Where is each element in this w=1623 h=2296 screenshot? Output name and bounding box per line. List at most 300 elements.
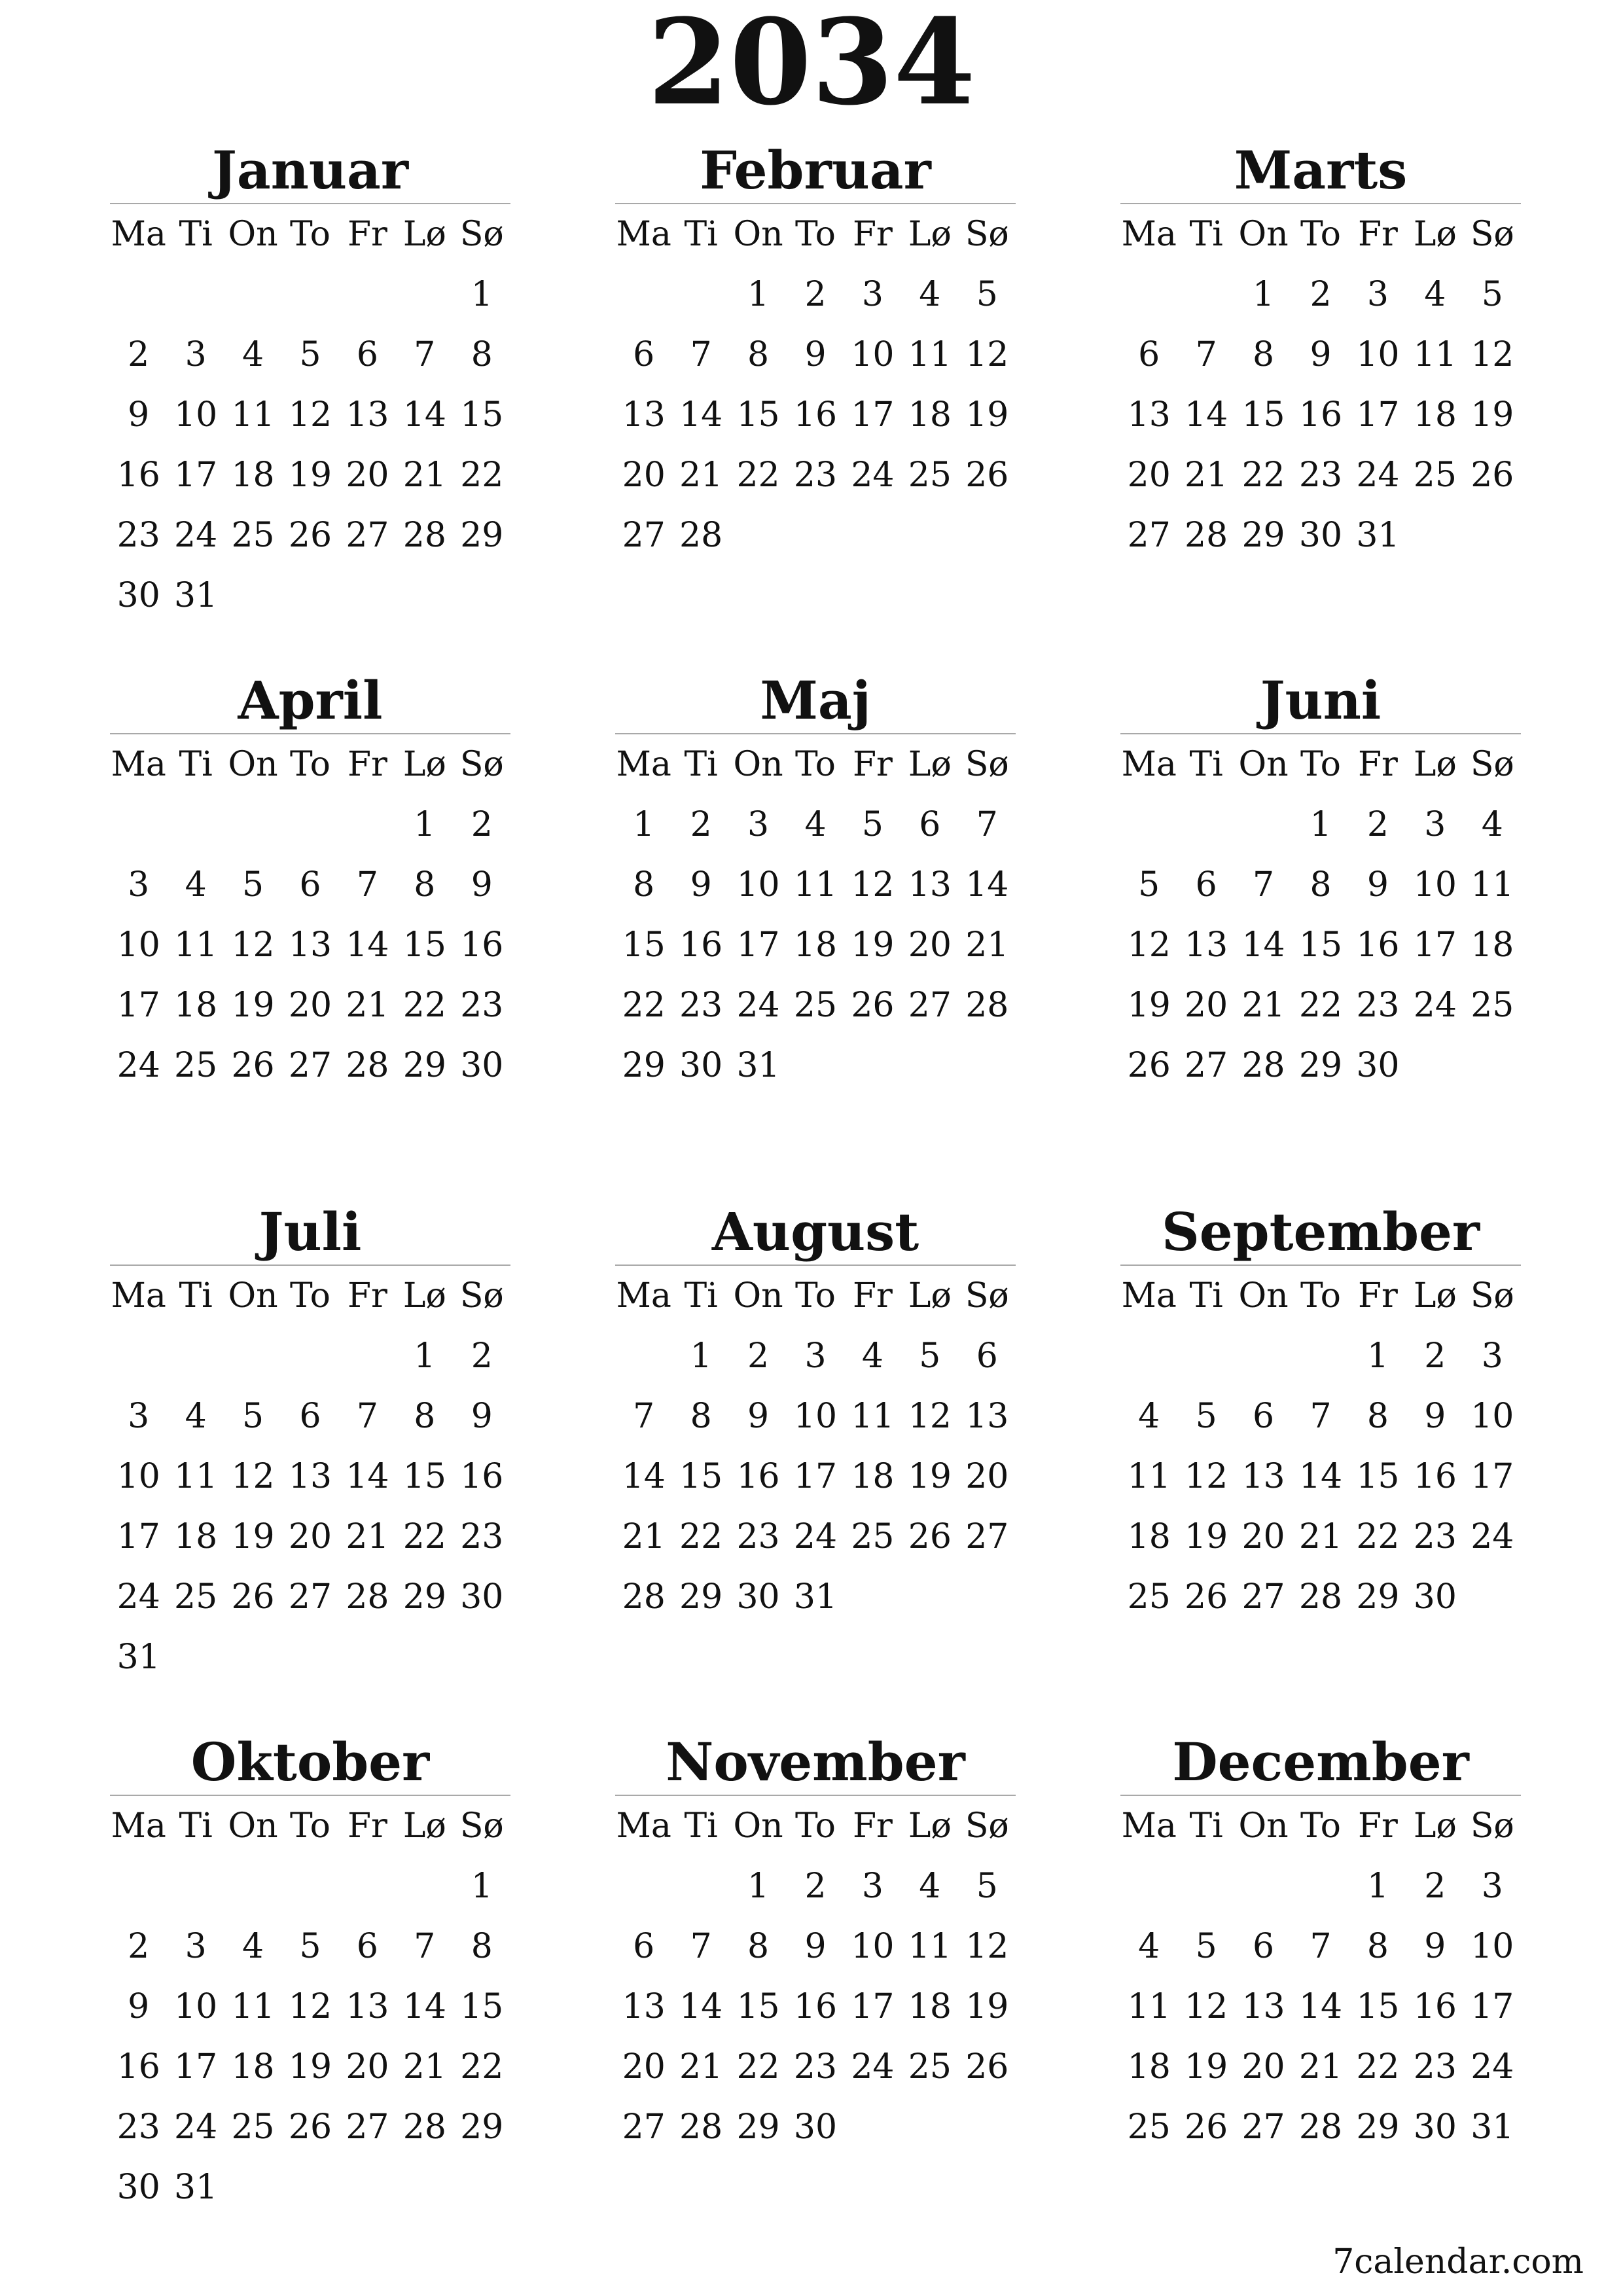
day-cell: 16 xyxy=(736,1457,780,1496)
day-cell: 4 xyxy=(242,335,264,374)
day-cell: 30 xyxy=(460,1046,504,1085)
empty-cell xyxy=(110,1326,167,1386)
day-cell: 9 xyxy=(804,335,827,374)
day-cell: 14 xyxy=(346,925,389,965)
weekday-header: Fr xyxy=(347,745,387,784)
day-cell: 22 xyxy=(402,1517,446,1556)
day-cell: 18 xyxy=(174,1517,218,1556)
day-cell: 9 xyxy=(471,865,493,905)
day-cell: 31 xyxy=(1471,2108,1514,2147)
month-july xyxy=(110,1199,510,1687)
day-cell: 26 xyxy=(1471,456,1514,495)
day-cell: 27 xyxy=(1185,1046,1228,1085)
day-cell: 27 xyxy=(622,516,666,555)
day-cell: 4 xyxy=(1424,275,1446,314)
weekday-header: On xyxy=(1238,745,1289,784)
calendar-grid xyxy=(110,1796,510,2217)
page-title: 2034 xyxy=(647,0,976,132)
day-cell: 23 xyxy=(460,986,504,1025)
day-cell: 25 xyxy=(793,986,838,1025)
empty-cell xyxy=(281,795,338,855)
day-cell: 6 xyxy=(356,1927,378,1966)
day-cell: 27 xyxy=(288,1577,332,1617)
day-cell: 27 xyxy=(622,2108,666,2147)
day-cell: 29 xyxy=(1241,516,1285,555)
day-cell: 13 xyxy=(1127,395,1171,435)
day-cell: 13 xyxy=(346,395,389,435)
weekday-header: Fr xyxy=(1357,1276,1398,1316)
day-cell: 7 xyxy=(633,1397,655,1436)
day-cell: 6 xyxy=(299,1397,321,1436)
weekday-header: Lø xyxy=(402,1276,446,1316)
empty-cell xyxy=(224,795,281,855)
day-cell: 6 xyxy=(1195,865,1217,905)
day-cell: 13 xyxy=(1241,1457,1285,1496)
weekday-header: On xyxy=(228,1276,278,1316)
day-cell: 22 xyxy=(736,456,780,495)
day-cell: 14 xyxy=(1185,395,1228,435)
day-cell: 11 xyxy=(174,1457,218,1496)
day-cell: 18 xyxy=(1127,1517,1171,1556)
day-cell: 8 xyxy=(690,1397,712,1436)
calendar-grid xyxy=(615,734,1016,1096)
day-cell: 4 xyxy=(185,1397,207,1436)
weekday-header: Sø xyxy=(965,745,1009,784)
day-cell: 2 xyxy=(471,805,493,844)
calendar-grid xyxy=(615,204,1016,565)
empty-cell xyxy=(1120,1326,1177,1386)
day-cell: 11 xyxy=(1127,1457,1171,1496)
calendar-grid xyxy=(110,1266,510,1687)
day-cell: 1 xyxy=(414,805,436,844)
day-cell: 4 xyxy=(1481,805,1503,844)
day-cell: 1 xyxy=(414,1336,436,1376)
day-cell: 11 xyxy=(1413,335,1457,374)
day-cell: 29 xyxy=(460,2108,504,2147)
weekday-header: To xyxy=(290,1806,330,1846)
day-cell: 29 xyxy=(1298,1046,1343,1085)
weekday-header: Ti xyxy=(684,745,718,784)
day-cell: 16 xyxy=(1413,1987,1457,2026)
day-cell: 29 xyxy=(402,1577,446,1617)
weekday-header: Fr xyxy=(1357,215,1398,254)
day-cell: 20 xyxy=(1241,1517,1285,1556)
day-cell: 30 xyxy=(679,1046,723,1085)
day-cell: 21 xyxy=(1185,456,1228,495)
day-cell: 6 xyxy=(976,1336,998,1376)
weekday-header: To xyxy=(1300,1276,1341,1316)
day-cell: 10 xyxy=(851,335,895,374)
day-cell: 10 xyxy=(1356,335,1400,374)
day-cell: 9 xyxy=(804,1927,827,1966)
day-cell: 18 xyxy=(851,1457,895,1496)
day-cell: 20 xyxy=(622,456,666,495)
day-cell: 25 xyxy=(1413,456,1457,495)
day-cell: 28 xyxy=(1241,1046,1285,1085)
day-cell: 10 xyxy=(174,395,218,435)
month-may xyxy=(615,668,1016,1096)
day-cell: 12 xyxy=(231,1457,275,1496)
day-cell: 19 xyxy=(908,1457,952,1496)
day-cell: 8 xyxy=(1253,335,1275,374)
day-cell: 23 xyxy=(1356,986,1400,1025)
empty-cell xyxy=(672,264,729,325)
empty-cell xyxy=(167,264,224,325)
footer-website: 7calendar.com xyxy=(1332,2242,1584,2282)
day-cell: 19 xyxy=(965,1987,1009,2026)
weekday-header: Ma xyxy=(1121,1276,1177,1316)
weekday-header: On xyxy=(228,215,278,254)
day-cell: 3 xyxy=(861,275,883,314)
day-cell: 18 xyxy=(908,395,952,435)
weekday-header: Fr xyxy=(347,1806,387,1846)
day-cell: 3 xyxy=(1481,1336,1503,1376)
weekday-header: Fr xyxy=(852,745,893,784)
day-cell: 2 xyxy=(1366,805,1389,844)
day-cell: 29 xyxy=(460,516,504,555)
day-cell: 18 xyxy=(908,1987,952,2026)
day-cell: 7 xyxy=(690,335,712,374)
day-cell: 1 xyxy=(471,275,493,314)
day-cell: 26 xyxy=(1127,1046,1171,1085)
day-cell: 4 xyxy=(242,1927,264,1966)
calendar-grid xyxy=(110,204,510,626)
empty-cell xyxy=(167,1856,224,1916)
weekday-header: Ma xyxy=(111,745,166,784)
day-cell: 26 xyxy=(1185,2108,1228,2147)
day-cell: 23 xyxy=(116,516,160,555)
day-cell: 13 xyxy=(965,1397,1009,1436)
day-cell: 5 xyxy=(1195,1397,1217,1436)
calendar-grid xyxy=(615,1266,1016,1627)
month-name: Juli xyxy=(110,1199,510,1266)
day-cell: 14 xyxy=(965,865,1009,905)
day-cell: 6 xyxy=(1253,1397,1275,1436)
day-cell: 1 xyxy=(471,1867,493,1906)
weekday-header: Lø xyxy=(1413,1276,1457,1316)
day-cell: 2 xyxy=(1424,1867,1446,1906)
day-cell: 17 xyxy=(793,1457,838,1496)
day-cell: 18 xyxy=(793,925,838,965)
day-cell: 25 xyxy=(908,2047,952,2087)
empty-cell xyxy=(224,1326,281,1386)
day-cell: 6 xyxy=(1138,335,1160,374)
weekday-header: To xyxy=(795,215,836,254)
day-cell: 5 xyxy=(976,1867,998,1906)
weekday-header: Lø xyxy=(908,1276,952,1316)
day-cell: 10 xyxy=(851,1927,895,1966)
empty-cell xyxy=(339,1326,396,1386)
day-cell: 20 xyxy=(908,925,952,965)
day-cell: 13 xyxy=(622,1987,666,2026)
weekday-header: Ti xyxy=(179,215,213,254)
day-cell: 23 xyxy=(679,986,723,1025)
day-cell: 22 xyxy=(1356,2047,1400,2087)
day-cell: 23 xyxy=(1413,1517,1457,1556)
day-cell: 13 xyxy=(346,1987,389,2026)
weekday-header: To xyxy=(290,1276,330,1316)
weekday-header: Fr xyxy=(852,215,893,254)
empty-cell xyxy=(1177,264,1234,325)
day-cell: 26 xyxy=(965,456,1009,495)
day-cell: 30 xyxy=(116,576,160,615)
day-cell: 26 xyxy=(908,1517,952,1556)
day-cell: 8 xyxy=(414,865,436,905)
weekday-header: On xyxy=(1238,215,1289,254)
day-cell: 11 xyxy=(851,1397,895,1436)
weekday-header: Ti xyxy=(684,1276,718,1316)
weekday-header: To xyxy=(1300,215,1341,254)
day-cell: 30 xyxy=(793,2108,838,2147)
weekday-header: On xyxy=(733,1806,783,1846)
day-cell: 8 xyxy=(414,1397,436,1436)
day-cell: 4 xyxy=(804,805,827,844)
day-cell: 1 xyxy=(1253,275,1275,314)
day-cell: 5 xyxy=(976,275,998,314)
day-cell: 22 xyxy=(460,2047,504,2087)
day-cell: 4 xyxy=(185,865,207,905)
day-cell: 3 xyxy=(1481,1867,1503,1906)
day-cell: 31 xyxy=(1356,516,1400,555)
day-cell: 24 xyxy=(1356,456,1400,495)
day-cell: 17 xyxy=(116,986,160,1025)
day-cell: 20 xyxy=(346,2047,389,2087)
day-cell: 3 xyxy=(747,805,770,844)
day-cell: 21 xyxy=(1298,2047,1343,2087)
day-cell: 18 xyxy=(1127,2047,1171,2087)
day-cell: 11 xyxy=(1127,1987,1171,2026)
day-cell: 15 xyxy=(736,1987,780,2026)
calendar-grid xyxy=(1120,734,1521,1096)
day-cell: 13 xyxy=(908,865,952,905)
weekday-header: Fr xyxy=(852,1806,893,1846)
month-march xyxy=(1120,137,1521,565)
day-cell: 30 xyxy=(1413,1577,1457,1617)
weekday-header: Fr xyxy=(852,1276,893,1316)
day-cell: 12 xyxy=(1185,1457,1228,1496)
day-cell: 2 xyxy=(128,335,150,374)
day-cell: 17 xyxy=(1413,925,1457,965)
weekday-header: Sø xyxy=(459,1276,504,1316)
weekday-header: Ti xyxy=(1189,745,1223,784)
day-cell: 21 xyxy=(965,925,1009,965)
weekday-header: Ma xyxy=(616,1276,671,1316)
weekday-header: Lø xyxy=(908,745,952,784)
day-cell: 25 xyxy=(1127,1577,1171,1617)
weekday-header: To xyxy=(290,745,330,784)
day-cell: 26 xyxy=(231,1046,275,1085)
day-cell: 29 xyxy=(1356,1577,1400,1617)
day-cell: 2 xyxy=(1424,1336,1446,1376)
day-cell: 21 xyxy=(679,2047,723,2087)
day-cell: 15 xyxy=(679,1457,723,1496)
day-cell: 14 xyxy=(402,1987,446,2026)
day-cell: 7 xyxy=(356,1397,378,1436)
day-cell: 5 xyxy=(919,1336,941,1376)
empty-cell xyxy=(167,795,224,855)
day-cell: 10 xyxy=(736,865,780,905)
day-cell: 9 xyxy=(690,865,712,905)
day-cell: 19 xyxy=(1185,2047,1228,2087)
day-cell: 15 xyxy=(736,395,780,435)
day-cell: 24 xyxy=(851,456,895,495)
day-cell: 30 xyxy=(1356,1046,1400,1085)
day-cell: 24 xyxy=(1471,2047,1514,2087)
day-cell: 16 xyxy=(116,456,160,495)
day-cell: 5 xyxy=(861,805,883,844)
day-cell: 7 xyxy=(1253,865,1275,905)
day-cell: 26 xyxy=(851,986,895,1025)
day-cell: 15 xyxy=(1241,395,1285,435)
day-cell: 10 xyxy=(1471,1397,1514,1436)
empty-cell xyxy=(281,1326,338,1386)
month-name: Juni xyxy=(1120,668,1521,734)
day-cell: 12 xyxy=(231,925,275,965)
empty-cell xyxy=(1120,1856,1177,1916)
day-cell: 19 xyxy=(965,395,1009,435)
day-cell: 2 xyxy=(804,275,827,314)
month-february xyxy=(615,137,1016,565)
day-cell: 1 xyxy=(747,1867,770,1906)
day-cell: 15 xyxy=(1298,925,1343,965)
day-cell: 18 xyxy=(1413,395,1457,435)
day-cell: 12 xyxy=(288,1987,332,2026)
day-cell: 24 xyxy=(174,2108,218,2147)
day-cell: 14 xyxy=(346,1457,389,1496)
weekday-header: Ma xyxy=(1121,1806,1177,1846)
day-cell: 3 xyxy=(1424,805,1446,844)
weekday-header: On xyxy=(1238,1276,1289,1316)
day-cell: 14 xyxy=(622,1457,666,1496)
day-cell: 8 xyxy=(747,1927,770,1966)
weekday-header: On xyxy=(228,1806,278,1846)
day-cell: 24 xyxy=(174,516,218,555)
day-cell: 24 xyxy=(1413,986,1457,1025)
weekday-header: To xyxy=(290,215,330,254)
day-cell: 4 xyxy=(1138,1927,1160,1966)
day-cell: 10 xyxy=(116,1457,160,1496)
day-cell: 13 xyxy=(622,395,666,435)
weekday-header: Ma xyxy=(1121,215,1177,254)
day-cell: 17 xyxy=(1471,1457,1514,1496)
day-cell: 12 xyxy=(288,395,332,435)
day-cell: 2 xyxy=(804,1867,827,1906)
day-cell: 21 xyxy=(622,1517,666,1556)
day-cell: 5 xyxy=(1195,1927,1217,1966)
empty-cell xyxy=(1235,1326,1292,1386)
day-cell: 29 xyxy=(1356,2108,1400,2147)
weekday-header: Sø xyxy=(965,1276,1009,1316)
weekday-header: Ti xyxy=(179,1276,213,1316)
day-cell: 6 xyxy=(633,1927,655,1966)
day-cell: 19 xyxy=(231,1517,275,1556)
month-december xyxy=(1120,1729,1521,2157)
day-cell: 19 xyxy=(1127,986,1171,1025)
day-cell: 28 xyxy=(1298,1577,1343,1617)
day-cell: 17 xyxy=(1356,395,1400,435)
day-cell: 12 xyxy=(908,1397,952,1436)
day-cell: 19 xyxy=(288,2047,332,2087)
day-cell: 19 xyxy=(1471,395,1514,435)
day-cell: 16 xyxy=(793,1987,838,2026)
day-cell: 21 xyxy=(402,2047,446,2087)
weekday-header: Lø xyxy=(1413,215,1457,254)
day-cell: 27 xyxy=(288,1046,332,1085)
day-cell: 11 xyxy=(174,925,218,965)
empty-cell xyxy=(615,1326,672,1386)
day-cell: 14 xyxy=(402,395,446,435)
day-cell: 14 xyxy=(679,1987,723,2026)
empty-cell xyxy=(281,264,338,325)
day-cell: 20 xyxy=(1185,986,1228,1025)
empty-cell xyxy=(1177,1856,1234,1916)
day-cell: 7 xyxy=(1310,1397,1332,1436)
day-cell: 10 xyxy=(1471,1927,1514,1966)
day-cell: 3 xyxy=(128,865,150,905)
empty-cell xyxy=(1120,264,1177,325)
weekday-header: Lø xyxy=(402,1806,446,1846)
day-cell: 28 xyxy=(965,986,1009,1025)
day-cell: 7 xyxy=(976,805,998,844)
day-cell: 16 xyxy=(793,395,838,435)
weekday-header: Lø xyxy=(402,745,446,784)
day-cell: 12 xyxy=(1185,1987,1228,2026)
day-cell: 8 xyxy=(747,335,770,374)
day-cell: 20 xyxy=(965,1457,1009,1496)
day-cell: 1 xyxy=(690,1336,712,1376)
day-cell: 10 xyxy=(174,1987,218,2026)
weekday-header: Lø xyxy=(402,215,446,254)
day-cell: 1 xyxy=(1310,805,1332,844)
day-cell: 8 xyxy=(1366,1397,1389,1436)
empty-cell xyxy=(1235,1856,1292,1916)
weekday-header: Ma xyxy=(1121,745,1177,784)
weekday-header: Fr xyxy=(347,215,387,254)
weekday-header: Sø xyxy=(1470,1276,1514,1316)
day-cell: 5 xyxy=(242,865,264,905)
day-cell: 11 xyxy=(908,1927,952,1966)
day-cell: 9 xyxy=(128,395,150,435)
day-cell: 14 xyxy=(1298,1987,1343,2026)
empty-cell xyxy=(1235,795,1292,855)
weekday-header: Fr xyxy=(1357,745,1398,784)
calendar-grid xyxy=(615,1796,1016,2157)
day-cell: 29 xyxy=(402,1046,446,1085)
day-cell: 20 xyxy=(1127,456,1171,495)
day-cell: 22 xyxy=(460,456,504,495)
day-cell: 26 xyxy=(1185,1577,1228,1617)
weekday-header: Ma xyxy=(111,215,166,254)
day-cell: 8 xyxy=(633,865,655,905)
day-cell: 13 xyxy=(288,1457,332,1496)
weekday-header: On xyxy=(733,215,783,254)
empty-cell xyxy=(1292,1856,1349,1916)
weekday-header: To xyxy=(1300,745,1341,784)
weekday-header: On xyxy=(733,745,783,784)
day-cell: 23 xyxy=(793,456,838,495)
day-cell: 11 xyxy=(231,395,275,435)
empty-cell xyxy=(1292,1326,1349,1386)
empty-cell xyxy=(224,1856,281,1916)
empty-cell xyxy=(396,264,453,325)
empty-cell xyxy=(672,1856,729,1916)
day-cell: 16 xyxy=(1413,1457,1457,1496)
day-cell: 31 xyxy=(736,1046,780,1085)
day-cell: 6 xyxy=(356,335,378,374)
day-cell: 17 xyxy=(116,1517,160,1556)
empty-cell xyxy=(167,1326,224,1386)
day-cell: 10 xyxy=(116,925,160,965)
